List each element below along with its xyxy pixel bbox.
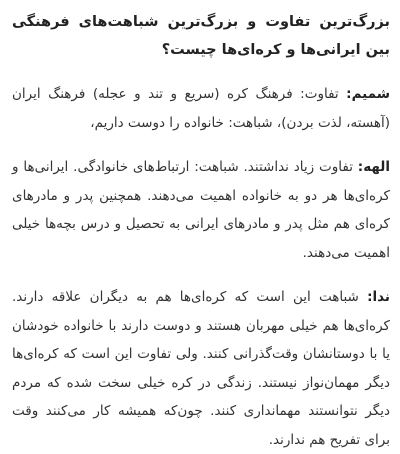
answer-elahe (12, 153, 390, 267)
answer-text: تفاوت زیاد نداشتند. شباهت: ارتباط‌های خانوادگی. ایرانی‌ها و کره‌ای‌ها هر دو به خانواده اهمیت می‌دهند. همچنین پدر و مادرهای کره‌ای هم مثل پدر و مادرهای ایرانی به تحصیل و درس بچه‌ها خیلی اهمیت می‌دهند. (12, 159, 390, 261)
answer-text: تفاوت: فرهنگ کره (سریع و تند و عجله) فرهنگ ایران (آهسته، لذت بردن)، شباهت: خانواده را دوست داریم، (12, 86, 390, 131)
answer-shamim (12, 80, 390, 137)
answer-neda (12, 283, 390, 454)
speaker-name: ندا: (367, 289, 390, 305)
question-heading: بزرگ‌ترین تفاوت و بزرگ‌ترین شباهت‌های فرهنگی بین ایرانی‌ها و کره‌ای‌ها چیست؟ (12, 14, 390, 58)
answer-text: شباهت این است که کره‌ای‌ها هم به دیگران علاقه دارند. کره‌ای‌ها هم خیلی مهربان هستند و دوست دارند با خانواده خودشان یا با دوستانشان وقت‌گذرانی کنند. ولی تفاوت این است که کره‌ای‌ها دیگر مهمان‌نواز نیستند. زندگی در کره خیلی سخت شده که مردم دیگر نتوانستند مهمانداری کنند. چون‌که همیشه کار می‌کنند وقت برای تفریح هم ندارند. (12, 289, 390, 448)
speaker-name: الهه: (357, 159, 390, 175)
speaker-name: شمیم: (346, 86, 390, 102)
